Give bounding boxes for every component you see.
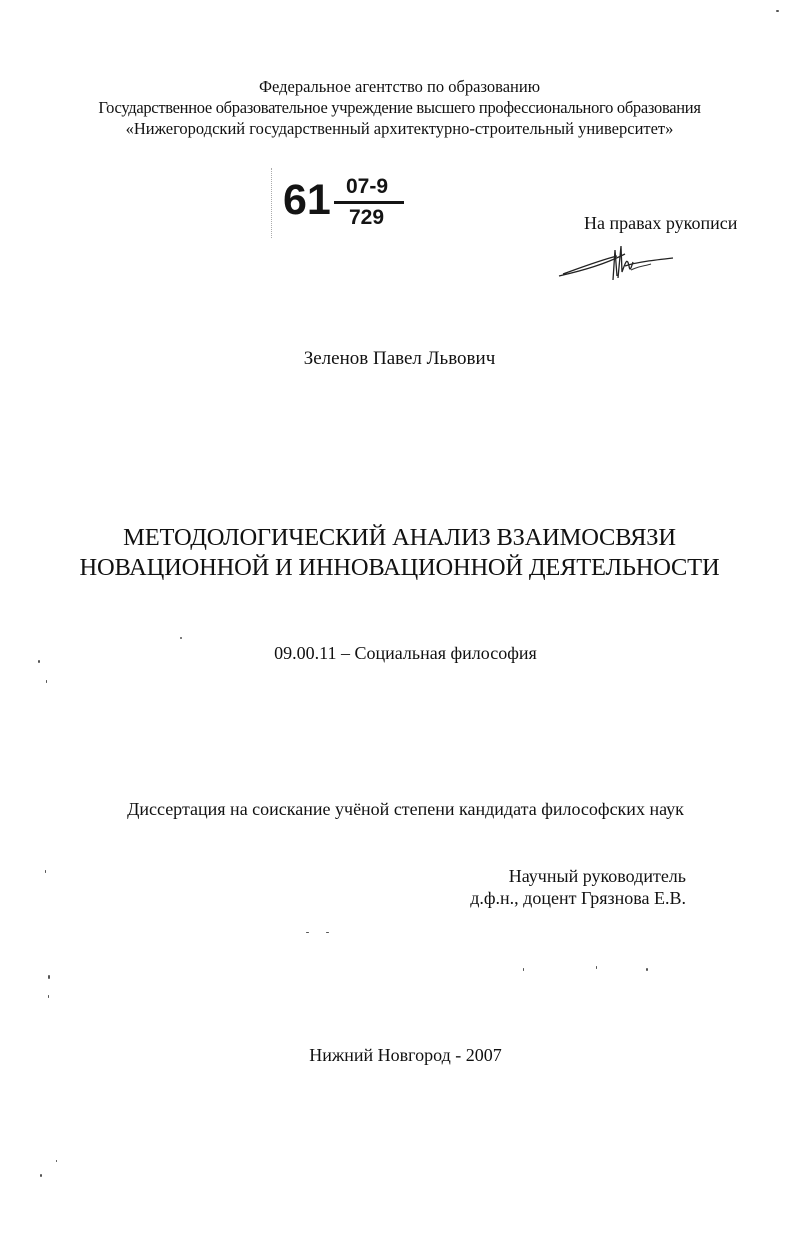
scan-speck xyxy=(326,932,329,933)
scan-speck xyxy=(306,932,309,933)
signature xyxy=(555,236,680,284)
rights-note: На правах рукописи xyxy=(584,213,738,233)
author-name: Зеленов Павел Львович xyxy=(303,348,496,369)
scan-speck xyxy=(180,637,182,639)
scan-speck xyxy=(40,1174,42,1177)
supervisor-label: Научный руководитель xyxy=(508,866,686,886)
stamp-bottom-number: 729 xyxy=(349,206,385,229)
degree-statement: Диссертация на соискание учёной степени кандидата философских наук xyxy=(127,799,684,819)
stamp-top-number: 07-9 xyxy=(346,175,389,198)
scan-speck xyxy=(596,966,597,969)
dissertation-title-line-1: МЕТОДОЛОГИЧЕСКИЙ АНАЛИЗ ВЗАИМОСВЯЗИ xyxy=(123,524,676,551)
scan-speck xyxy=(46,680,47,683)
header-university: «Нижегородский государственный архитектурно-строительный университет» xyxy=(125,119,674,138)
supervisor-name: д.ф.н., доцент Грязнова Е.В. xyxy=(470,888,686,908)
stamp-main-number: 61 xyxy=(283,176,331,224)
place-and-year: Нижний Новгород - 2007 xyxy=(309,1045,502,1065)
stamp-fraction-bar xyxy=(334,201,404,204)
header-agency: Федеральное агентство по образованию xyxy=(258,77,541,96)
scan-speck xyxy=(56,1160,57,1162)
scan-speck xyxy=(523,968,524,971)
scan-speck xyxy=(48,975,50,979)
scan-speck xyxy=(776,10,779,12)
scan-speck xyxy=(45,870,46,873)
dissertation-title-line-2: НОВАЦИОННОЙ И ИННОВАЦИОННОЙ ДЕЯТЕЛЬНОСТИ xyxy=(79,554,720,581)
header-institution-type: Государственное образовательное учреждение высшего профессионального образования xyxy=(98,98,701,117)
specialty: 09.00.11 – Социальная философия xyxy=(274,643,537,663)
scan-speck xyxy=(646,968,648,971)
scan-speck xyxy=(38,660,40,663)
scan-speck xyxy=(48,995,49,998)
stamp-guide-line xyxy=(271,168,274,238)
